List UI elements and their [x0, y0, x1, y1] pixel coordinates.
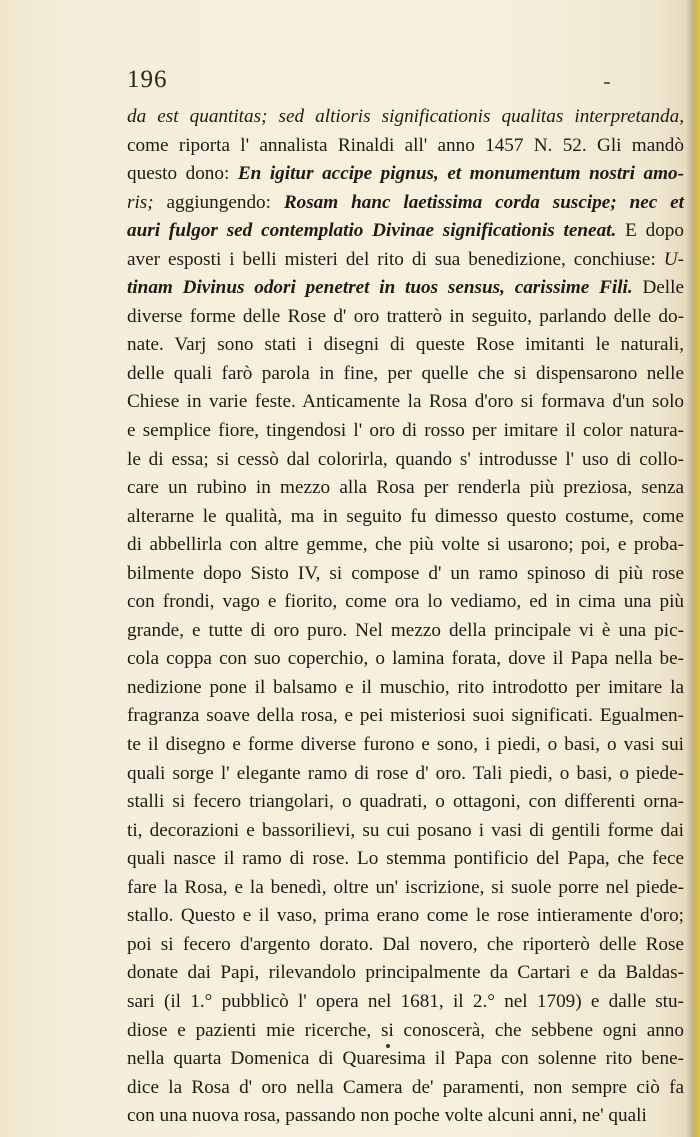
- text-line: [127, 1074, 684, 1103]
- text-line: [127, 303, 684, 332]
- text-segment: come riporta l' annalista Rinaldi all' anno 1457 N. 52. Gli mandò: [127, 134, 684, 156]
- text-segment: quali sorge l' elegante ramo di rose d' oro. Tali piedi, o basi, o piede-: [127, 762, 684, 784]
- text-line: [127, 817, 684, 846]
- text-line: [127, 103, 684, 132]
- text-segment: te il disegno e forme diverse furono e sono, i piedi, o basi, o vasi sui: [127, 734, 684, 756]
- text-line: [127, 731, 684, 760]
- text-line: [127, 1102, 684, 1131]
- text-segment: E dopo: [616, 220, 684, 242]
- text-segment: donate dai Papi, rilevandolo principalmente da Cartari e da Baldas-: [127, 962, 684, 984]
- text-segment: sari (il 1.° pubblicò l' opera nel 1681, il 2.° nel 1709) e dalle stu-: [127, 990, 684, 1012]
- page-number: 196: [127, 66, 168, 93]
- text-segment: con frondi, vago e fiorito, come ora lo vediamo, ed in cima una più: [127, 591, 684, 613]
- text-line: [127, 988, 684, 1017]
- text-segment: aver esposti i belli misteri del rito di sua benedizione, conchiuse:: [127, 248, 664, 270]
- text-line: [127, 959, 684, 988]
- text-segment: poi si fecero d'argento dorato. Dal novero, che riporterò delle Rose: [127, 933, 684, 955]
- text-segment: En igitur accipe pignus, et monumentum nostri amo-: [237, 163, 684, 185]
- text-segment: ris;: [127, 191, 154, 213]
- text-line: [127, 702, 684, 731]
- text-line: [127, 674, 684, 703]
- text-segment: alterarne le qualità, ma in seguito fu dimesso questo costume, come: [127, 505, 684, 527]
- text-segment: e semplice fiore, tingendosi l' oro di rosso per imitare il color natura-: [127, 420, 684, 442]
- text-line: [127, 588, 684, 617]
- text-line: [127, 360, 684, 389]
- text-segment: quali nasce il ramo di rose. Lo stemma pontificio del Papa, che fece: [127, 848, 684, 870]
- text-segment: cola coppa con suo coperchio, o lamina forata, dove il Papa nella be-: [127, 648, 684, 670]
- text-segment: diose e pazienti mie ricerche, si conoscerà, che sebbene ogni anno: [127, 1019, 684, 1041]
- text-line: [127, 617, 684, 646]
- text-line: [127, 531, 684, 560]
- text-segment: bilmente dopo Sisto IV, si compose d' un ramo spinoso di più rose: [127, 562, 684, 584]
- text-segment: auri fulgor sed contemplatio Divinae significationis teneat.: [127, 220, 617, 242]
- text-segment: Delle: [632, 277, 684, 299]
- text-segment: care un rubino in mezzo alla Rosa per renderla più preziosa, senza: [127, 477, 684, 499]
- text-segment: Rosam hanc laetissima corda suscipe; nec et: [283, 191, 684, 213]
- text-segment: stallo. Questo e il vaso, prima erano come le rose intieramente d'oro;: [127, 905, 684, 927]
- text-segment: U-: [663, 248, 684, 270]
- text-line: [127, 845, 684, 874]
- text-segment: aggiungendo:: [153, 191, 284, 213]
- text-segment: con una nuova rosa, passando non poche volte alcuni anni, ne' quali: [127, 1105, 647, 1127]
- text-line: [127, 788, 684, 817]
- text-segment: stalli si fecero triangolari, o quadrati, o ottagoni, con differenti orna-: [127, 791, 684, 813]
- text-line: [127, 874, 684, 903]
- print-mark: [604, 82, 610, 84]
- text-line: [127, 246, 684, 275]
- page-edge-gilding: [686, 0, 700, 1137]
- text-line: [127, 902, 684, 931]
- text-line: [127, 446, 684, 475]
- text-line: [127, 331, 684, 360]
- text-line: [127, 760, 684, 789]
- text-segment: ti, decorazioni e bassorilievi, su cui posano i vasi di gentili forme dai: [127, 819, 684, 841]
- text-line: [127, 274, 684, 303]
- text-segment: da est quantitas; sed altioris significationis qualitas interpretanda,: [127, 106, 684, 127]
- text-line: [127, 417, 684, 446]
- print-dot: [386, 1044, 390, 1048]
- text-segment: delle quali farò parola in fine, per quelle che si dispensarono nelle: [127, 362, 684, 384]
- text-line: [127, 645, 684, 674]
- text-segment: di abbellirla con altre gemme, che più volte si usarono; poi, e proba-: [127, 534, 684, 556]
- text-line: [127, 1017, 684, 1046]
- text-segment: fare la Rosa, e la benedì, oltre un' iscrizione, si suole porre nel piede-: [127, 876, 684, 898]
- text-segment: nate. Varj sono stati i disegni di queste Rose imitanti le naturali,: [127, 334, 684, 356]
- text-line: [127, 217, 684, 246]
- text-line: [127, 160, 684, 189]
- body-text: [127, 103, 684, 1131]
- text-segment: Chiese in varie feste. Anticamente la Rosa d'oro si formava d'un solo: [127, 391, 684, 413]
- text-line: [127, 1045, 684, 1074]
- text-line: [127, 503, 684, 532]
- text-segment: tinam Divinus odori penetret in tuos sensus, carissime Fili.: [127, 277, 633, 299]
- text-segment: nella quarta Domenica di Quaresima il Papa con solenne rito bene-: [127, 1048, 684, 1070]
- text-segment: nedizione pone il balsamo e il muschio, rito introdotto per imitare la: [127, 676, 684, 698]
- text-line: [127, 474, 684, 503]
- text-segment: le di essa; si cessò dal colorirla, quando s' introdusse l' uso di collo-: [127, 448, 684, 470]
- text-line: [127, 560, 684, 589]
- text-segment: dice la Rosa d' oro nella Camera de' paramenti, non sempre ciò fa: [127, 1076, 684, 1098]
- text-line: [127, 132, 684, 161]
- text-segment: questo dono:: [127, 163, 238, 185]
- text-segment: diverse forme delle Rose d' oro tratterò in seguito, parlando delle do-: [127, 305, 684, 327]
- text-segment: fragranza soave della rosa, e pei misteriosi suoi significati. Egualmen-: [127, 705, 684, 727]
- text-line: [127, 189, 684, 218]
- text-line: [127, 931, 684, 960]
- text-segment: grande, e tutte di oro puro. Nel mezzo della principale vi è una pic-: [127, 619, 684, 641]
- text-line: [127, 388, 684, 417]
